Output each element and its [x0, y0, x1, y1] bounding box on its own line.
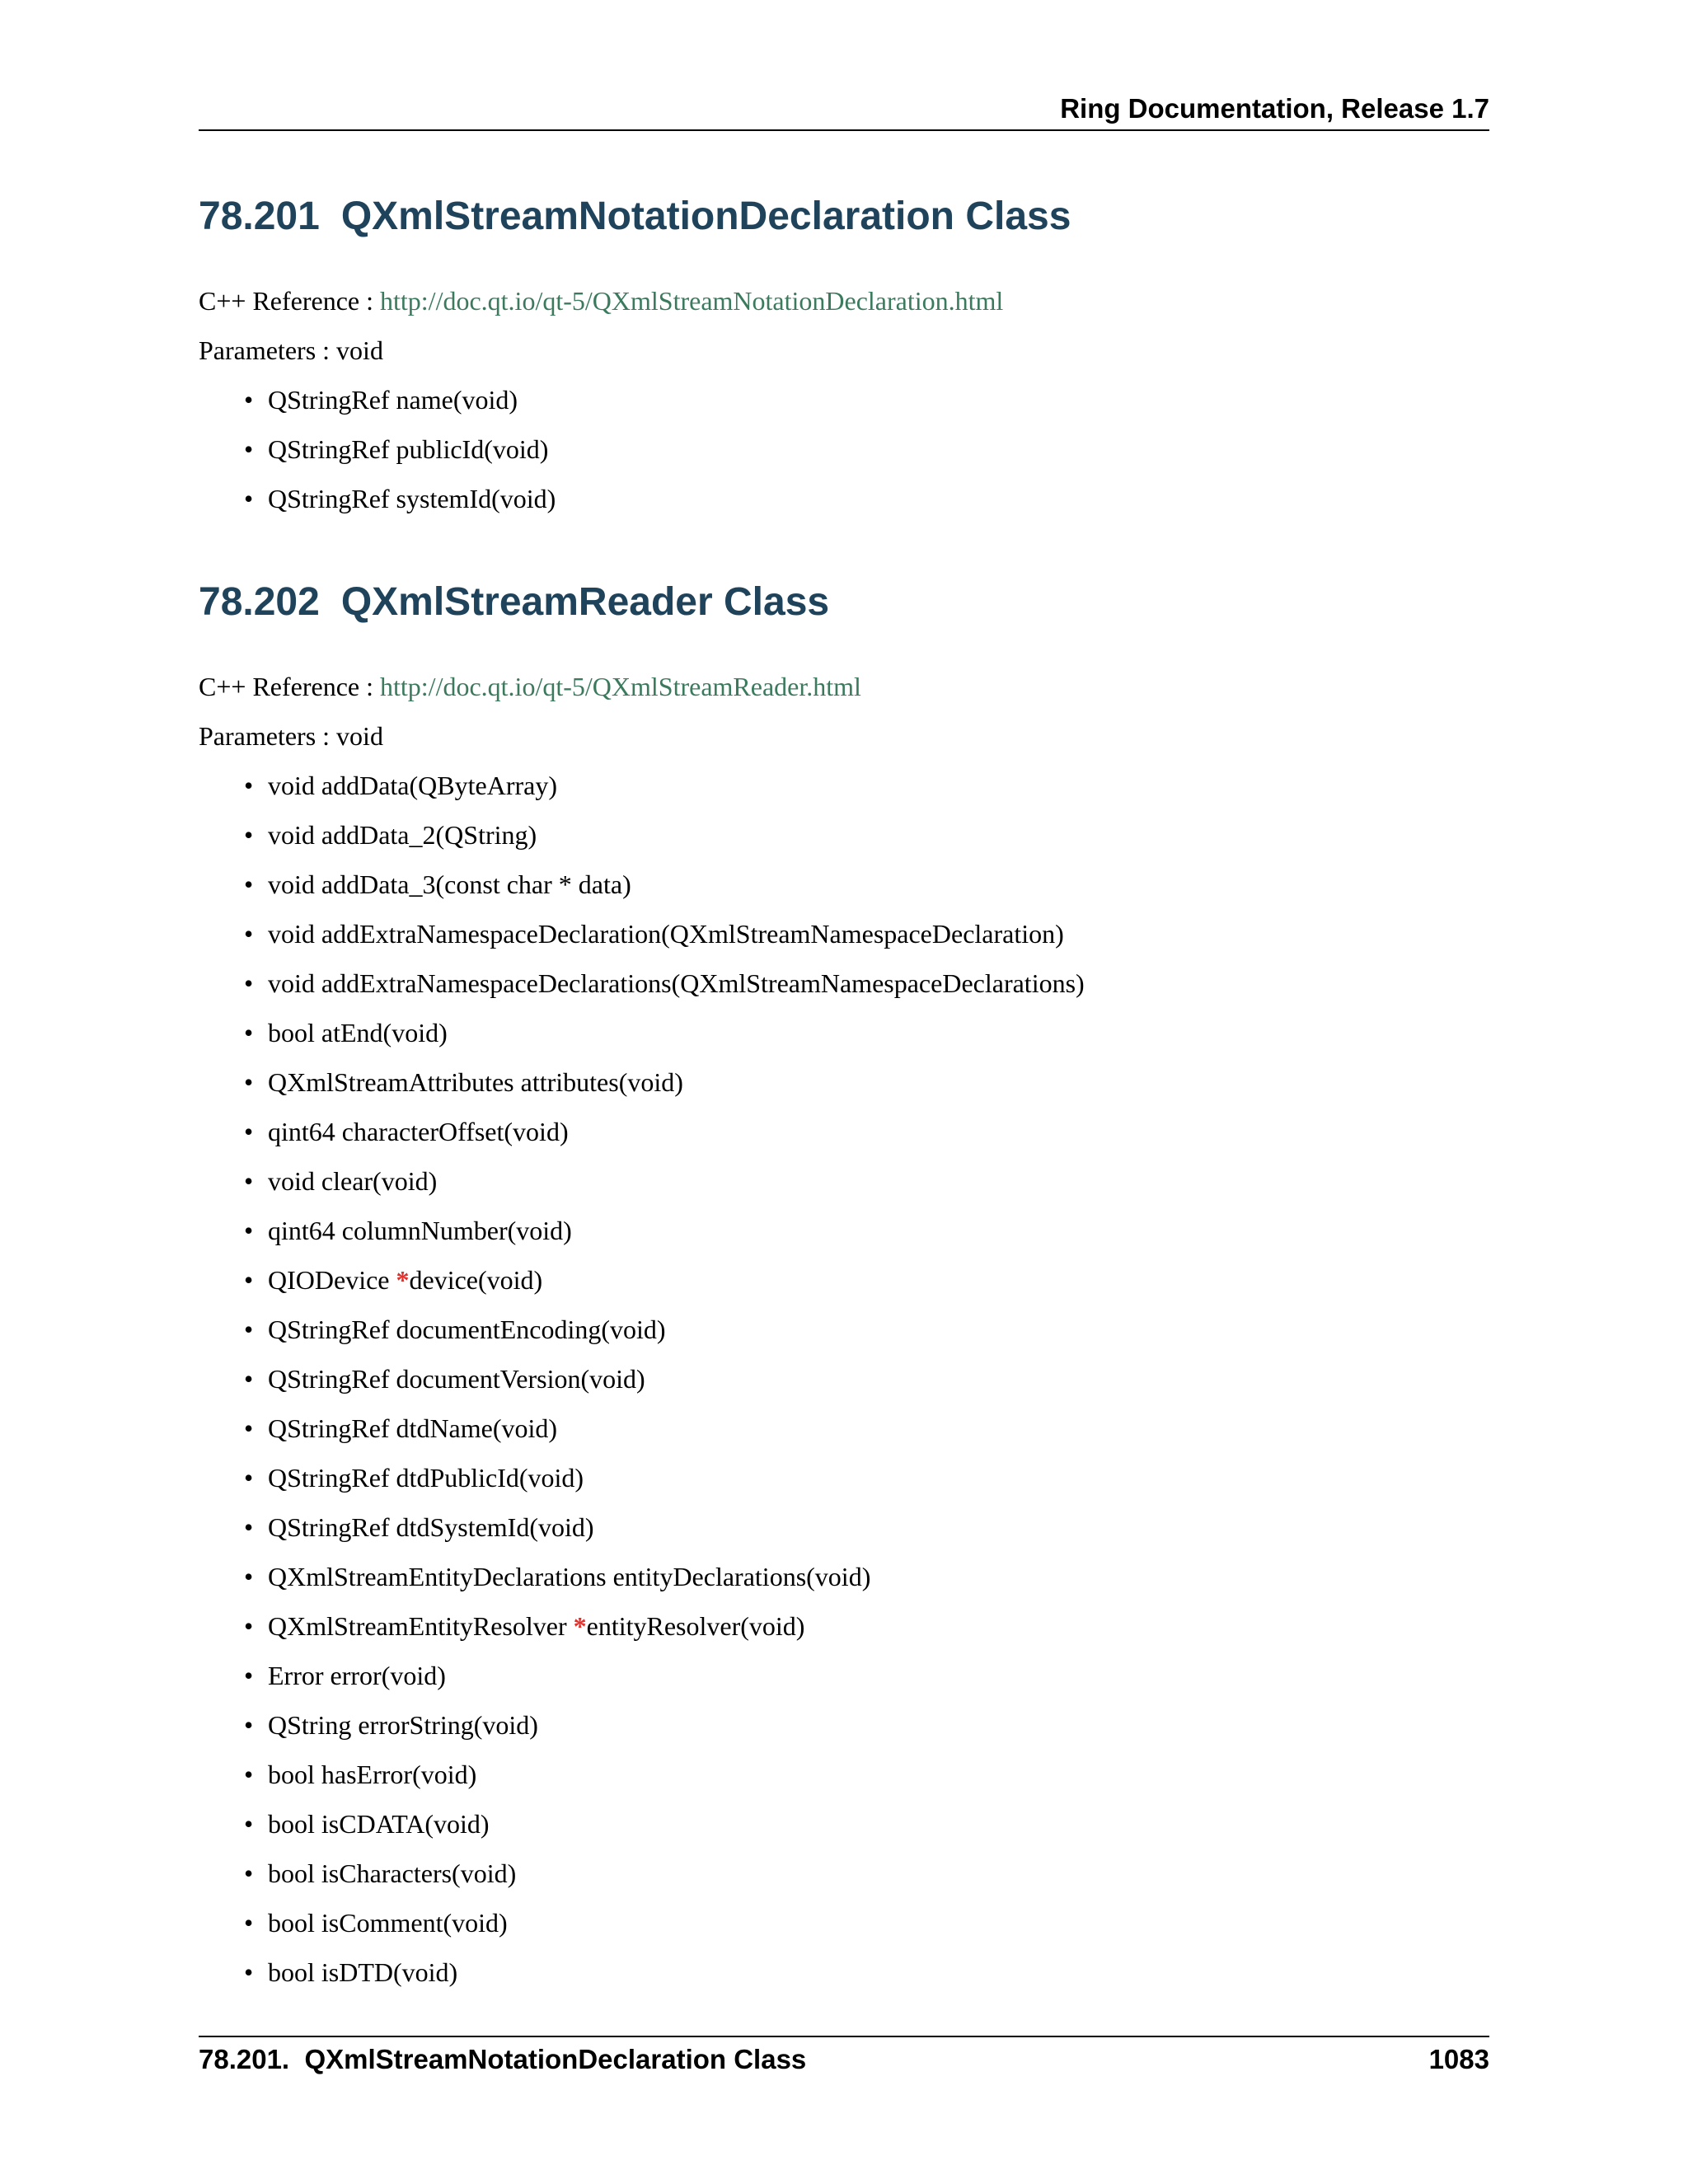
- asterisk-marker: *: [573, 1611, 587, 1641]
- list-item: • QXmlStreamAttributes attributes(void): [244, 1067, 683, 1097]
- cpp-reference-link[interactable]: http://doc.qt.io/qt-5/QXmlStreamReader.html: [380, 672, 861, 701]
- running-header: Ring Documentation, Release 1.7: [1060, 93, 1489, 124]
- list-item: • QXmlStreamEntityResolver *entityResolver(void): [244, 1611, 805, 1641]
- footer-section-title: 78.201. QXmlStreamNotationDeclaration Class: [199, 2044, 807, 2074]
- list-item: • void addData_2(QString): [244, 820, 537, 850]
- cpp-reference-line: [199, 284, 1003, 317]
- section-number: 78.202: [199, 580, 320, 624]
- section-heading-78-201: [199, 193, 1071, 241]
- cpp-reference-line: [199, 670, 861, 703]
- list-item: • QStringRef documentEncoding(void): [244, 1315, 666, 1344]
- header-rule: [199, 129, 1489, 131]
- list-item: • bool isCharacters(void): [244, 1858, 517, 1888]
- section-heading-78-202: [199, 579, 829, 626]
- cpp-reference-label: C++ Reference :: [199, 672, 373, 701]
- list-item: • QStringRef dtdSystemId(void): [244, 1512, 594, 1542]
- list-item: • QXmlStreamEntityDeclarations entityDeclarations(void): [244, 1562, 871, 1591]
- section-number: 78.201: [199, 194, 320, 238]
- list-item: • void addData_3(const char * data): [244, 869, 631, 899]
- list-item: • qint64 characterOffset(void): [244, 1117, 569, 1146]
- list-item: • void addData(QByteArray): [244, 771, 557, 800]
- list-item: • QStringRef dtdPublicId(void): [244, 1463, 584, 1493]
- list-item: • qint64 columnNumber(void): [244, 1216, 572, 1245]
- list-item: • bool isCDATA(void): [244, 1809, 490, 1839]
- page-number: 1083: [1428, 2044, 1489, 2074]
- footer-rule: [199, 2036, 1489, 2037]
- list-item: • Error error(void): [244, 1661, 446, 1690]
- list-item: • bool hasError(void): [244, 1760, 477, 1789]
- section-title: QXmlStreamNotationDeclaration Class: [340, 194, 1071, 238]
- cpp-reference-link[interactable]: http://doc.qt.io/qt-5/QXmlStreamNotationDeclaration.html: [380, 286, 1004, 316]
- asterisk-marker: *: [396, 1265, 410, 1295]
- list-item: • QStringRef dtdName(void): [244, 1413, 558, 1443]
- cpp-reference-label: C++ Reference :: [199, 286, 373, 316]
- list-item: • bool isComment(void): [244, 1908, 508, 1938]
- list-item: • void addExtraNamespaceDeclarations(QXmlStreamNamespaceDeclarations): [244, 968, 1085, 998]
- list-item: • QIODevice *device(void): [244, 1265, 543, 1295]
- list-item: • bool isDTD(void): [244, 1957, 458, 1987]
- list-item: • QStringRef systemId(void): [244, 484, 556, 513]
- parameters-line: Parameters : void: [199, 721, 383, 751]
- list-item: • bool atEnd(void): [244, 1018, 448, 1047]
- list-item: • QStringRef documentVersion(void): [244, 1364, 645, 1394]
- list-item: • QStringRef name(void): [244, 385, 518, 415]
- section-title: QXmlStreamReader Class: [340, 580, 830, 624]
- parameters-line: Parameters : void: [199, 335, 383, 365]
- list-item: • QStringRef publicId(void): [244, 434, 549, 464]
- list-item: • void clear(void): [244, 1166, 438, 1196]
- list-item: • QString errorString(void): [244, 1710, 538, 1740]
- list-item: • void addExtraNamespaceDeclaration(QXmlStreamNamespaceDeclaration): [244, 919, 1064, 949]
